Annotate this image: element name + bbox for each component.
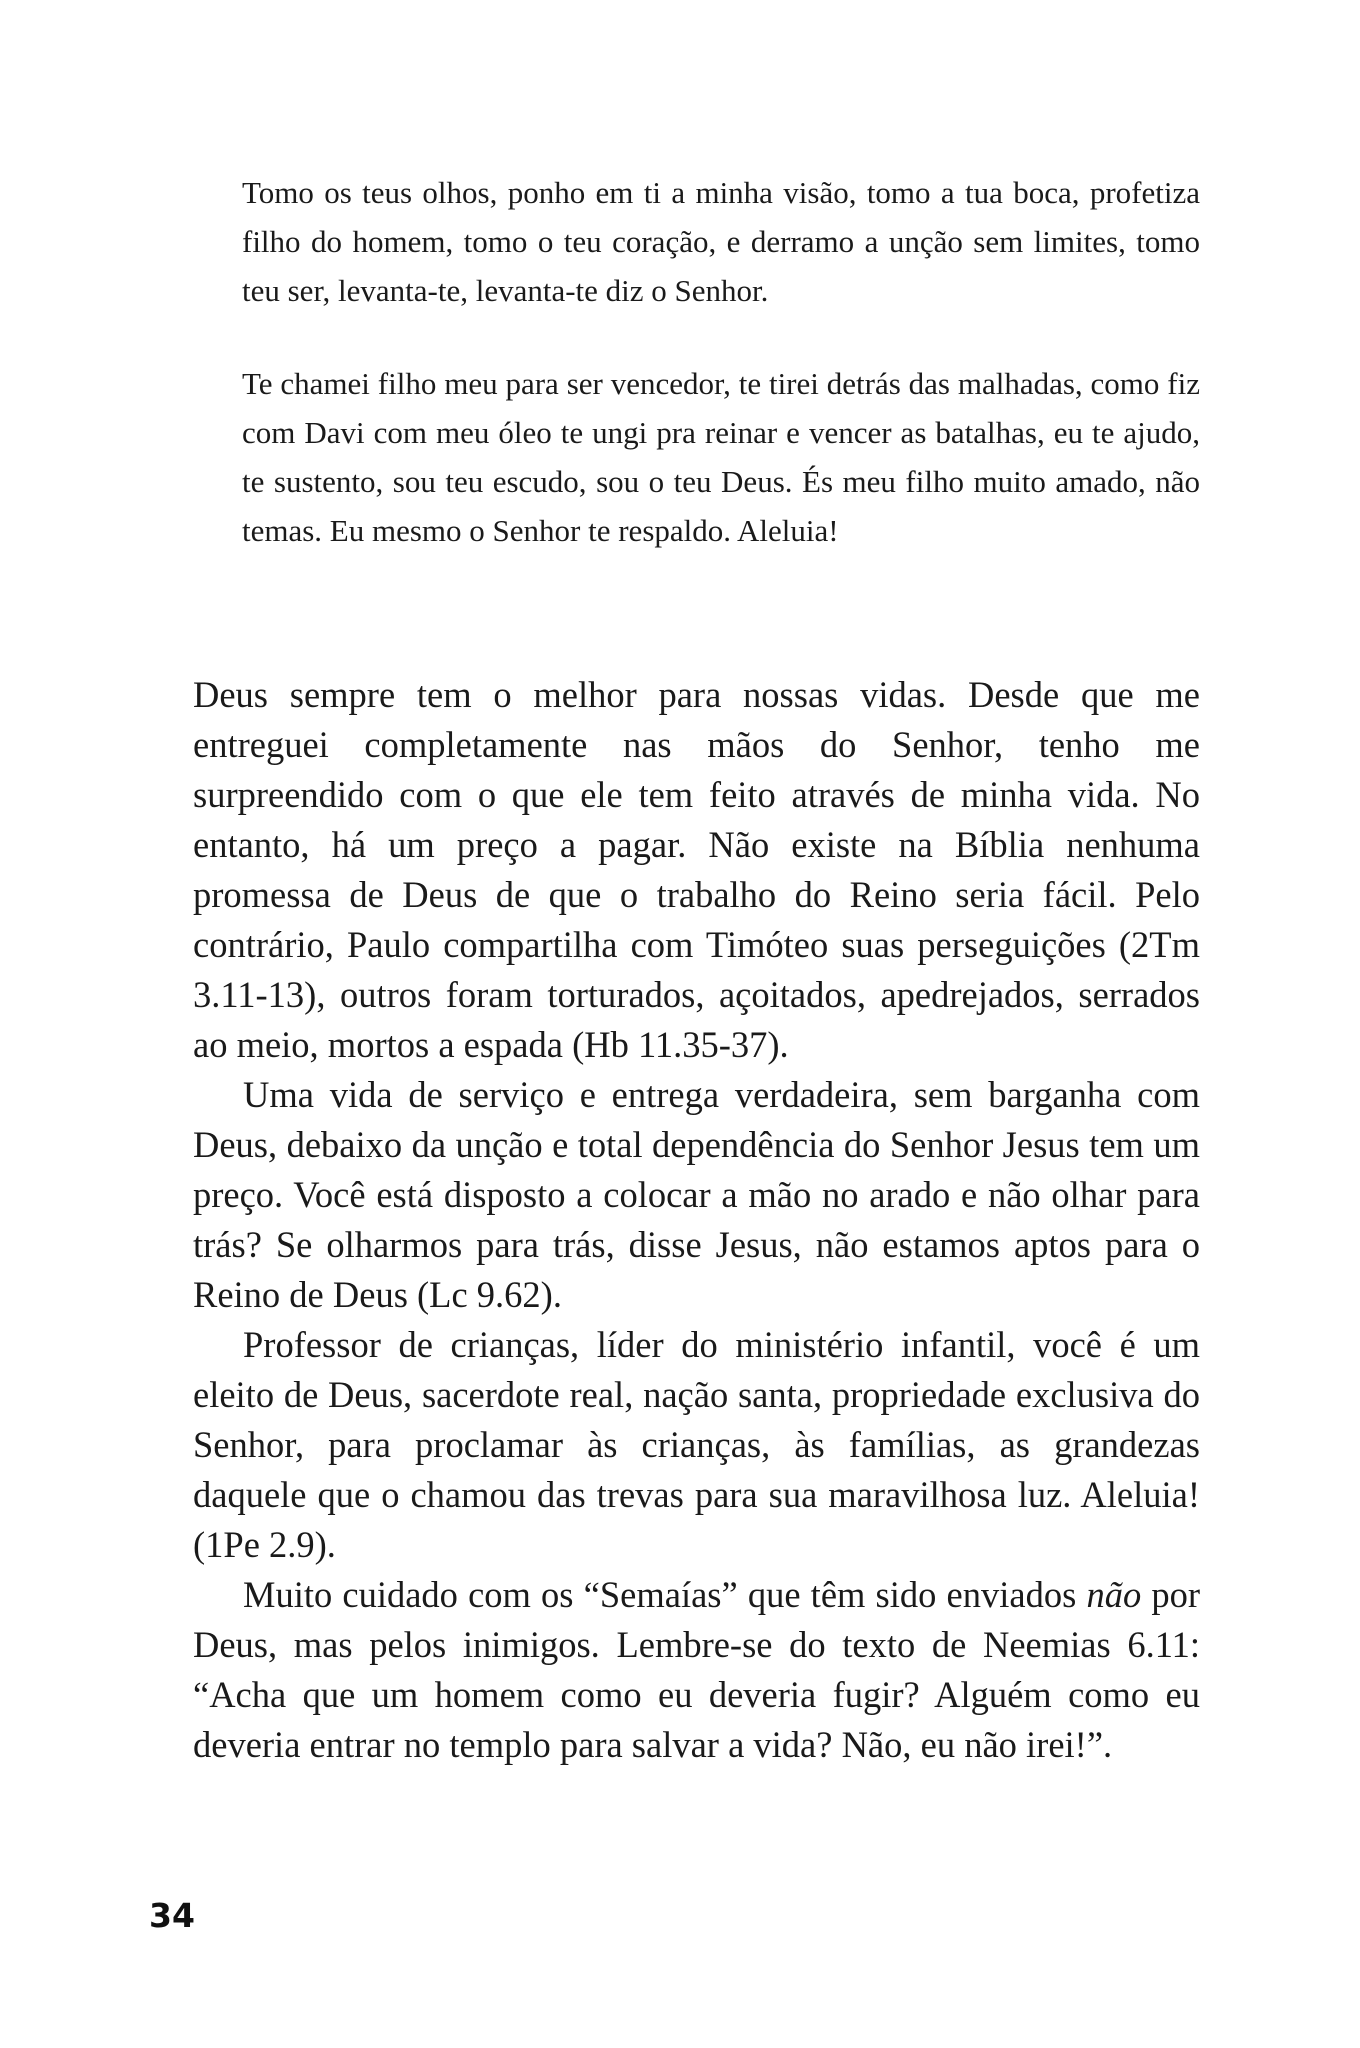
quote-paragraph: Tomo os teus olhos, ponho em ti a minha visão, tomo a tua boca, profetiza filho do homem, tomo o teu coração, e derramo a unção sem limites, tomo teu ser, levanta-te, levanta-te diz o Senhor. xyxy=(242,175,1200,308)
body-paragraph: Uma vida de serviço e entrega verdadeira, sem barganha com Deus, debaixo da unção e total dependência do Senhor Jesus tem um preço. Você está disposto a colocar a mão no arado e não olhar para trás? Se olharmos para trás, disse Jesus, não estamos aptos para o Reino de Deus (Lc 9.62). xyxy=(193,1074,1200,1315)
body-paragraph xyxy=(193,1570,1200,1770)
body-text xyxy=(193,670,1200,1770)
emphasized-word: não xyxy=(1086,1574,1142,1615)
quoted-prophecy xyxy=(242,168,1200,599)
body-paragraph: Deus sempre tem o melhor para nossas vidas. Desde que me entreguei completamente nas mãos do Senhor, tenho me surpreendido com o que ele tem feito através de minha vida. No entanto, há um preço a pagar. Não existe na Bíblia nenhuma promessa de Deus de que o trabalho do Reino seria fácil. Pelo contrário, Paulo compartilha com Timóteo suas perseguições (2Tm 3.11-13), outros foram torturados, açoitados, apedrejados, serrados ao meio, mortos a espada (Hb 11.35-37). xyxy=(193,674,1200,1065)
page-number: 34 xyxy=(149,1896,195,1935)
quote-paragraph: Te chamei filho meu para ser vencedor, te tirei detrás das malhadas, como fiz com Davi com meu óleo te ungi pra reinar e vencer as batalhas, eu te ajudo, te sustento, sou teu escudo, sou o teu Deus. És meu filho muito amado, não temas. Eu mesmo o Senhor te respaldo. Aleluia! xyxy=(242,366,1200,548)
paragraph-text: por Deus, mas pelos inimigos. Lembre-se do texto de Neemias 6.11: “Acha que um homem como eu deveria fugir? Alguém como eu deveria entrar no templo para salvar a vida? Não, eu não irei!”. xyxy=(193,1574,1201,1765)
body-paragraph: Professor de crianças, líder do ministério infantil, você é um eleito de Deus, sacerdote real, nação santa, propriedade exclusiva do Senhor, para proclamar às crianças, às famílias, as grandezas daquele que o chamou das trevas para sua maravilhosa luz. Aleluia! (1Pe 2.9). xyxy=(193,1324,1200,1565)
paragraph-text: Muito cuidado com os “Semaías” que têm sido enviados xyxy=(243,1574,1087,1615)
